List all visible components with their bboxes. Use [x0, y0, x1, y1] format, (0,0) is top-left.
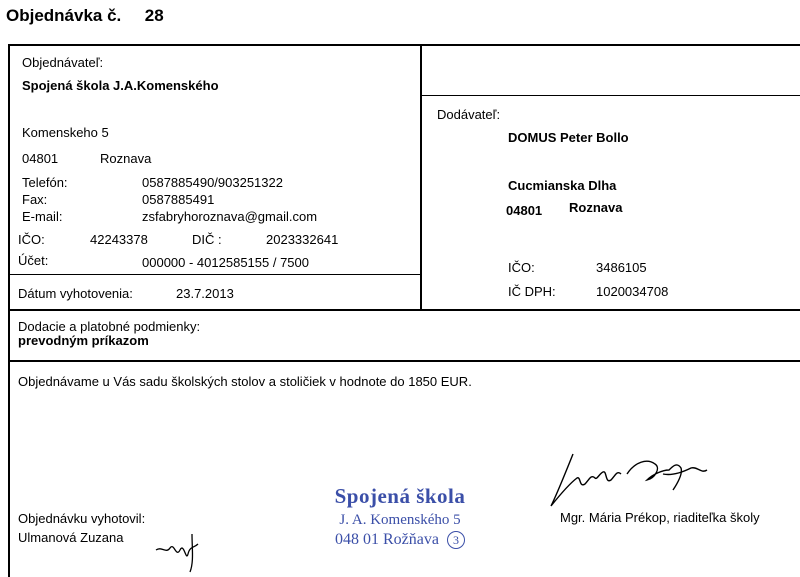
prepared-by-label: Objednávku vyhotovil:: [18, 511, 146, 526]
phone-value: 0587885490/903251322: [142, 175, 283, 190]
stamp-line-1: Spojená škola: [334, 484, 466, 508]
stamp-line-2: J. A. Komenského 5: [339, 512, 461, 528]
account-value: 000000 - 4012585155 / 7500: [142, 255, 309, 270]
supplier-city: Roznava: [569, 200, 623, 215]
fax-label: Fax:: [22, 192, 48, 207]
preparer-signature-icon: [152, 528, 214, 574]
account-label: Účet:: [18, 253, 49, 268]
supplier-ico-value: 3486105: [596, 260, 647, 275]
orderer-label: Objednávateľ:: [22, 55, 104, 70]
orderer-city: Roznava: [100, 151, 152, 166]
supplier-top-divider: [420, 95, 800, 96]
terms-label: Dodacie a platobné podmienky:: [18, 319, 201, 334]
supplier-icdph-value: 1020034708: [596, 284, 669, 299]
orderer-postal-code: 04801: [22, 151, 59, 166]
supplier-icdph-label: IČ DPH:: [508, 284, 556, 299]
date-value: 23.7.2013: [176, 286, 234, 301]
phone-label: Telefón:: [22, 175, 68, 190]
prepared-by-name: Ulmanová Zuzana: [18, 530, 124, 545]
orderer-ico-value: 42243378: [90, 232, 148, 247]
director-signature-icon: [543, 444, 723, 514]
supplier-postal-code: 04801: [506, 203, 543, 218]
email-value: zsfabryhoroznava@gmail.com: [142, 209, 318, 224]
stamp-line-3: [305, 531, 495, 549]
terms-value: prevodným príkazom: [18, 333, 149, 348]
director-name: Mgr. Mária Prékop, riaditeľka školy: [560, 510, 760, 525]
divider-vertical: [420, 44, 422, 310]
stamp-number: 3: [447, 531, 465, 549]
orderer-dic-value: 2023332641: [266, 232, 339, 247]
stamp-address: 048 01 Rožňava: [335, 531, 439, 548]
order-title: [6, 6, 164, 26]
order-title-label: Objednávka č.: [6, 6, 122, 25]
orderer-name: Spojená škola J.A.Komenského: [22, 78, 219, 93]
order-number: 28: [144, 6, 164, 25]
terms-bottom-divider: [8, 360, 800, 362]
orderer-ico-label: IČO:: [18, 232, 45, 247]
orderer-street: Komenskeho 5: [22, 125, 109, 140]
supplier-ico-label: IČO:: [508, 260, 535, 275]
email-label: E-mail:: [22, 209, 63, 224]
supplier-street: Cucmianska Dlha: [508, 178, 617, 193]
date-bottom-divider: [8, 309, 800, 311]
date-top-divider: [8, 274, 422, 275]
supplier-name: DOMUS Peter Bollo: [508, 130, 629, 145]
fax-value: 0587885491: [142, 192, 215, 207]
orderer-dic-label: DIČ :: [192, 232, 222, 247]
date-label: Dátum vyhotovenia:: [18, 286, 133, 301]
school-stamp: [305, 484, 495, 549]
supplier-label: Dodávateľ:: [437, 107, 501, 122]
frame-top: [8, 44, 800, 46]
order-text: Objednávame u Vás sadu školských stolov a stoličiek v hodnote do 1850 EUR.: [18, 374, 472, 389]
